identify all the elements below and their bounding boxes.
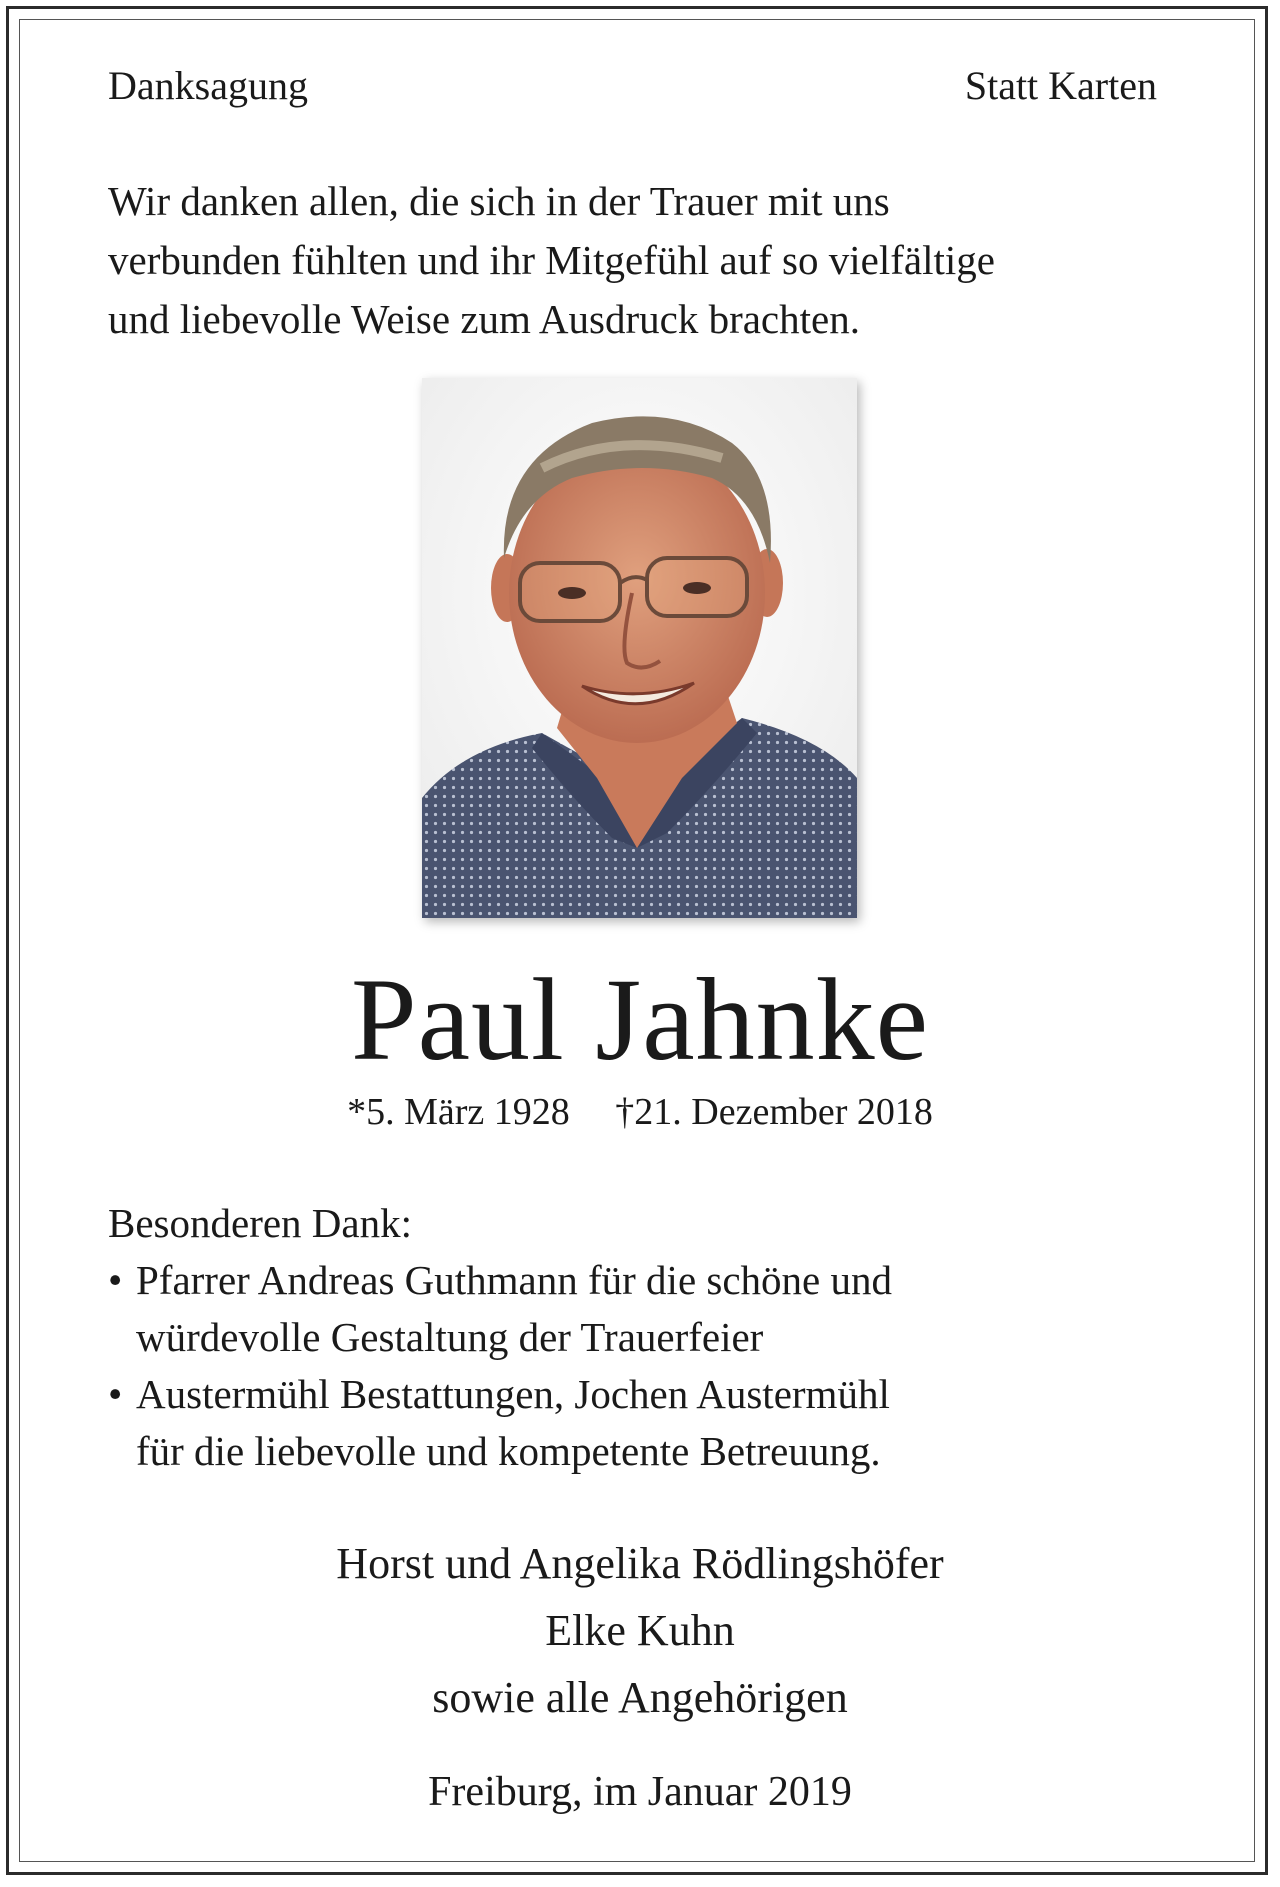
signatory-line: sowie alle Angehörigen <box>432 1673 848 1722</box>
header-statt-karten: Statt Karten <box>964 63 1157 108</box>
bullet-glyph: • <box>108 1257 123 1303</box>
thanks-item <box>108 1252 892 1309</box>
birth-date: *5. März 1928 <box>347 1091 570 1133</box>
thanks-item-line: würdevolle Gestaltung der Trauerfeier <box>136 1314 764 1360</box>
death-date: †21. Dezember 2018 <box>615 1091 933 1133</box>
thanks-item <box>108 1366 892 1423</box>
thanks-item-line: für die liebevolle und kompetente Betreuung. <box>136 1428 881 1474</box>
signatory-line: Horst und Angelika Rödlingshöfer <box>336 1539 944 1588</box>
thanks-item-line: Austermühl Bestattungen, Jochen Austermühl <box>136 1371 890 1417</box>
special-thanks-heading: Besonderen Dank: <box>108 1200 412 1246</box>
special-thanks-section <box>108 1195 892 1480</box>
thanks-item-line: Pfarrer Andreas Guthmann für die schöne und <box>136 1257 892 1303</box>
life-dates <box>0 1090 1280 1134</box>
place-and-date: Freiburg, im Januar 2019 <box>428 1769 852 1815</box>
intro-line: Wir danken allen, die sich in der Trauer mit uns <box>108 178 890 224</box>
signatories <box>0 1530 1280 1731</box>
header-danksagung: Danksagung <box>108 63 308 108</box>
portrait-photo <box>422 378 857 918</box>
signatory-line: Elke Kuhn <box>545 1606 735 1655</box>
deceased-name: Paul Jahnke <box>351 954 929 1085</box>
intro-line: verbunden fühlten und ihr Mitgefühl auf so vielfältige <box>108 237 995 283</box>
intro-line: und liebevolle Weise zum Ausdruck brachten. <box>108 296 860 342</box>
intro-text <box>108 172 995 349</box>
bullet-glyph: • <box>108 1371 123 1417</box>
